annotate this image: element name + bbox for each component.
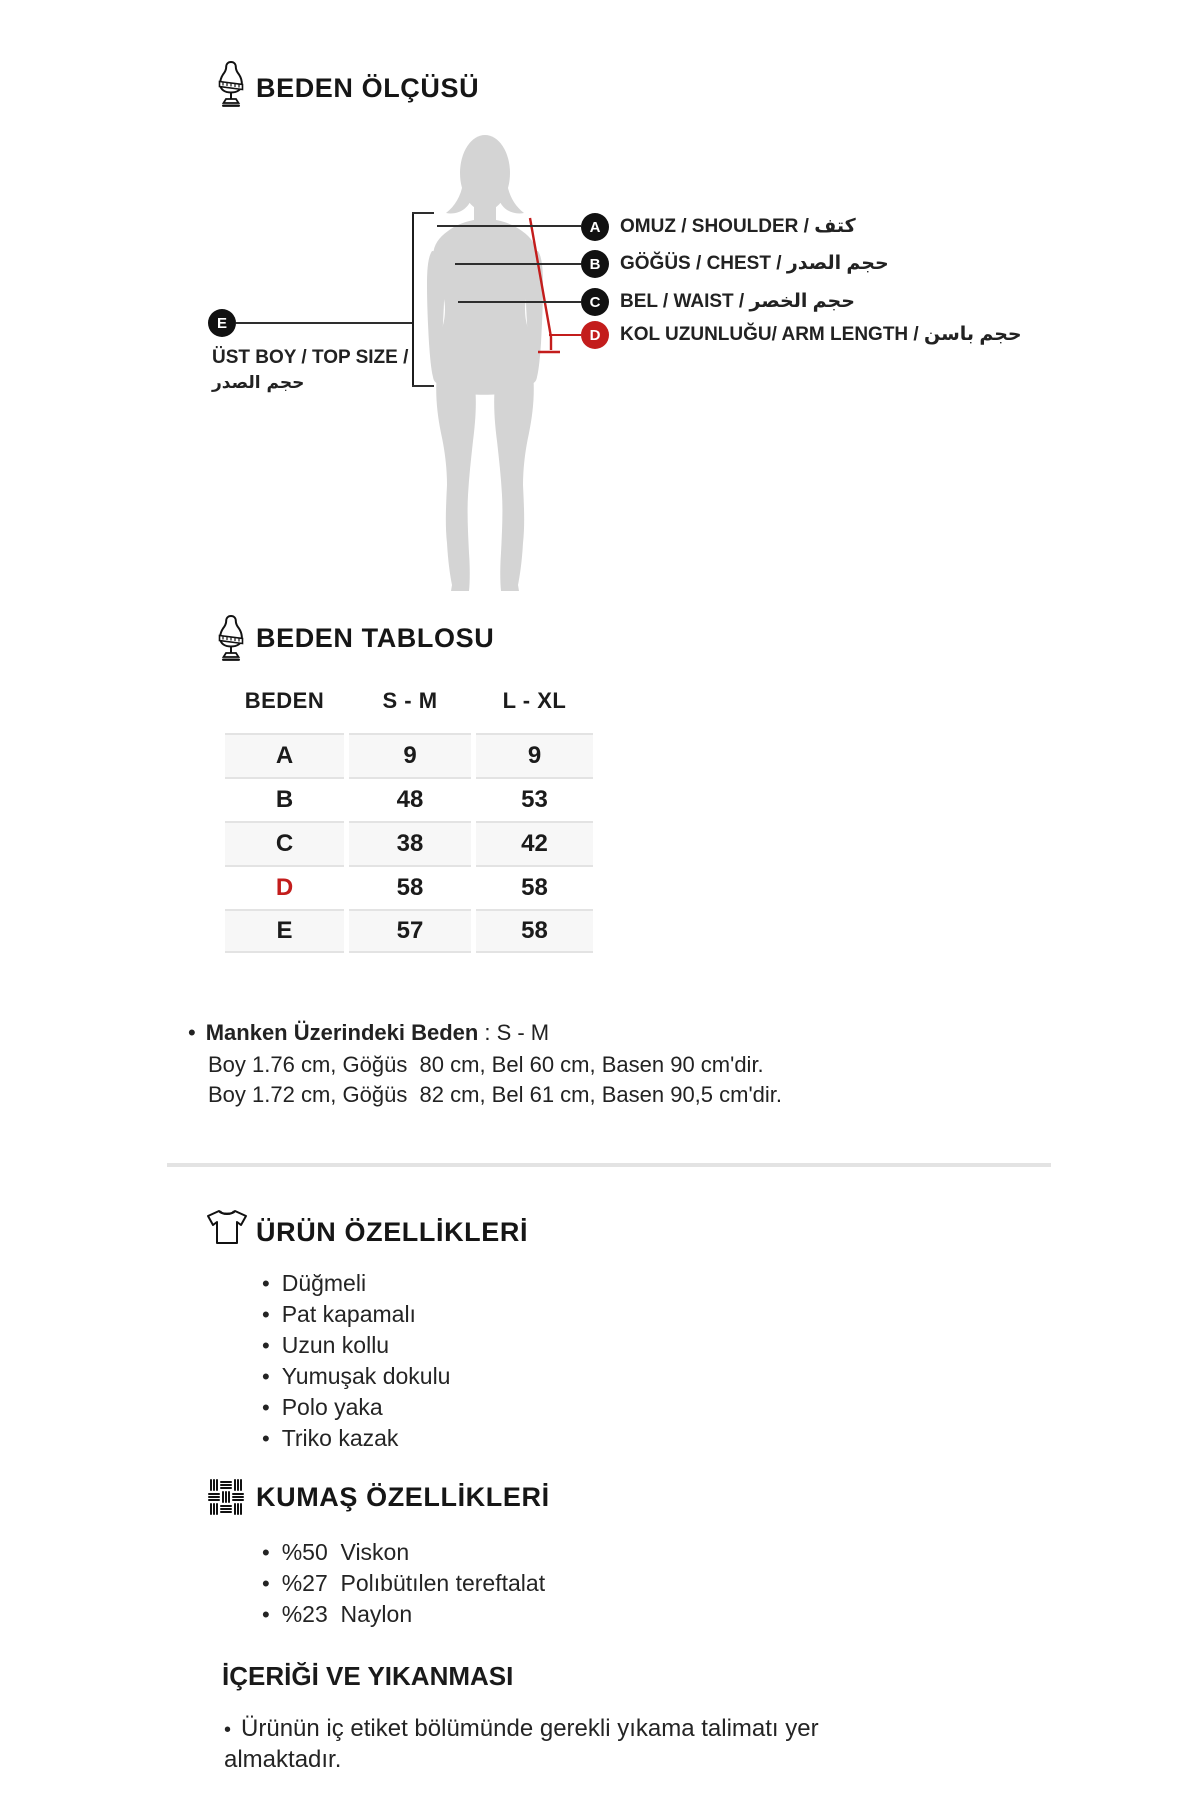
mannequin-icon xyxy=(215,614,247,662)
col-header-lxl: L - XL xyxy=(502,688,567,713)
care-item: • Ürünün iç etiket bölümünde gerekli yıkama talimatı yer almaktadır. xyxy=(224,1714,844,1775)
label-a: OMUZ / SHOULDER / كتف xyxy=(620,216,856,237)
product-features-list xyxy=(262,1268,450,1454)
section-divider xyxy=(167,1163,1051,1167)
fabric-features-title: KUMAŞ ÖZELLİKLERİ xyxy=(256,1482,550,1512)
table-cell-key: D xyxy=(225,865,344,909)
marker-d: D xyxy=(581,321,609,349)
size-measure-title: BEDEN ÖLÇÜSÜ xyxy=(256,73,480,103)
feature-item: • Pat kapamalı xyxy=(262,1299,450,1330)
measure-line-d xyxy=(549,334,581,336)
tshirt-icon xyxy=(206,1208,248,1246)
feature-item: • Triko kazak xyxy=(262,1423,450,1454)
fabric-item: • %23 Naylon xyxy=(262,1599,545,1630)
measure-line-c xyxy=(458,301,581,303)
bullet-dot: • xyxy=(188,1020,196,1045)
table-cell-sm: 48 xyxy=(349,777,471,821)
product-features-title: ÜRÜN ÖZELLİKLERİ xyxy=(256,1217,529,1247)
body-silhouette xyxy=(385,133,585,595)
mannequin-note-line: Boy 1.76 cm, Göğüs 80 cm, Bel 60 cm, Basen 90 cm'dir. xyxy=(208,1052,764,1077)
feature-item: • Düğmeli xyxy=(262,1268,450,1299)
arm-length-trace xyxy=(523,212,571,360)
fabric-item: • %27 Polıbütılen tereftalat xyxy=(262,1568,545,1599)
label-d: KOL UZUNLUĞU/ ARM LENGTH / حجم باسن xyxy=(620,324,1022,345)
feature-item: • Uzun kollu xyxy=(262,1330,450,1361)
bracket-bottom-tick xyxy=(412,385,434,387)
table-cell-lxl: 53 xyxy=(476,777,593,821)
table-cell-key: B xyxy=(225,777,344,821)
fabric-item: • %50 Viskon xyxy=(262,1537,545,1568)
mannequin-note-line: Boy 1.72 cm, Göğüs 82 cm, Bel 61 cm, Basen 90,5 cm'dir. xyxy=(208,1082,783,1107)
table-cell-sm: 38 xyxy=(349,821,471,865)
size-table-title: BEDEN TABLOSU xyxy=(256,623,495,653)
table-cell-key: A xyxy=(225,733,344,777)
marker-b: B xyxy=(581,250,609,278)
table-cell-lxl: 58 xyxy=(476,865,593,909)
label-c: BEL / WAIST / حجم الخصر xyxy=(620,291,855,312)
measure-line-a xyxy=(437,225,581,227)
table-cell-sm: 9 xyxy=(349,733,471,777)
marker-a: A xyxy=(581,213,609,241)
feature-item: • Yumuşak dokulu xyxy=(262,1361,450,1392)
feature-item: • Polo yaka xyxy=(262,1392,450,1423)
table-cell-lxl: 9 xyxy=(476,733,593,777)
col-header-beden: BEDEN xyxy=(244,688,325,713)
marker-c: C xyxy=(581,288,609,316)
care-title: İÇERİĞİ VE YIKANMASI xyxy=(222,1661,514,1691)
marker-e: E xyxy=(208,309,236,337)
label-e: ÜST BOY / TOP SIZE / xyxy=(212,347,409,368)
top-size-bracket xyxy=(412,213,414,387)
size-table-header xyxy=(225,688,593,714)
table-cell-lxl: 42 xyxy=(476,821,593,865)
measure-line-e xyxy=(236,322,412,324)
table-cell-lxl: 58 xyxy=(476,909,593,953)
table-cell-sm: 58 xyxy=(349,865,471,909)
size-table xyxy=(225,733,593,953)
measure-line-b xyxy=(455,263,581,265)
mannequin-note-value: : S - M xyxy=(484,1020,550,1045)
table-cell-key: C xyxy=(225,821,344,865)
mannequin-note-label: Manken Üzerindeki Beden xyxy=(205,1020,479,1045)
label-e-arabic: حجم الصدر xyxy=(212,373,305,393)
table-cell-key: E xyxy=(225,909,344,953)
label-b: GÖĞÜS / CHEST / حجم الصدر xyxy=(620,253,889,274)
mannequin-note-heading xyxy=(188,1018,549,1048)
fabric-features-list xyxy=(262,1537,545,1630)
table-cell-sm: 57 xyxy=(349,909,471,953)
bracket-top-tick xyxy=(412,212,434,214)
mannequin-icon xyxy=(215,60,247,108)
col-header-sm: S - M xyxy=(382,688,438,713)
fabric-weave-icon xyxy=(207,1477,245,1517)
